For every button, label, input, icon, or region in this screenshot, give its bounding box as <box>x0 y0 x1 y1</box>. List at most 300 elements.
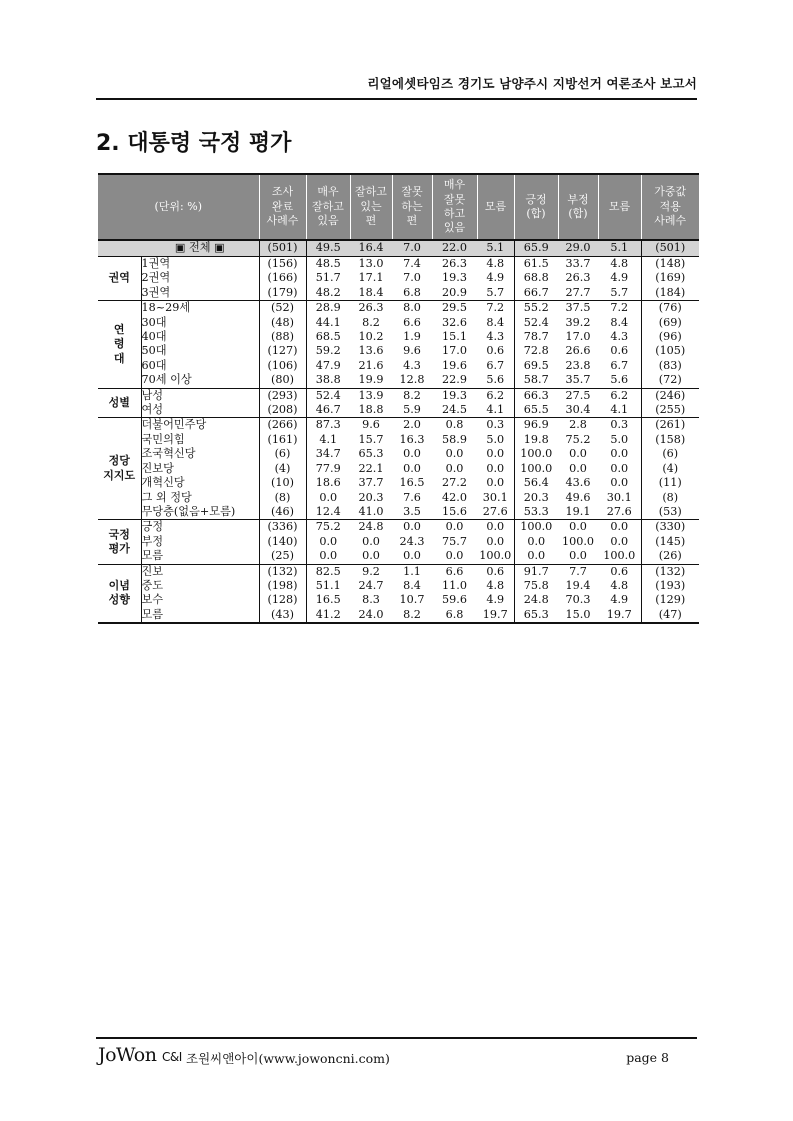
row-label: 50대 <box>141 344 259 358</box>
group-label-line: 대 <box>113 351 125 365</box>
data-cell: (10) <box>259 476 306 490</box>
data-cell: 34.7 <box>315 447 341 461</box>
data-cell: 33.7 <box>565 257 591 270</box>
data-cell: 19.3 <box>442 271 467 285</box>
data-cell: 24.7 <box>358 578 384 592</box>
data-cell: 2.8 <box>558 418 598 433</box>
data-cell: 46.7 <box>315 403 341 417</box>
data-cell: 4.8 <box>477 257 514 272</box>
data-cell: 10.7 <box>399 593 425 607</box>
data-cell: (11) <box>658 476 682 490</box>
data-cell: 0.0 <box>362 534 380 548</box>
row-label: 개혁신당 <box>141 476 259 490</box>
data-cell: 75.2 <box>565 432 591 446</box>
data-cell: (179) <box>259 286 306 301</box>
data-cell: 0.0 <box>477 535 514 549</box>
data-cell: 20.3 <box>358 490 384 504</box>
data-cell: 75.2 <box>306 520 350 535</box>
data-cell: 48.2 <box>315 285 341 299</box>
table-row <box>98 257 699 272</box>
data-cell: 4.1 <box>598 403 641 418</box>
total-cell: 5.1 <box>477 240 514 257</box>
table-row <box>98 403 699 418</box>
data-cell: 4.8 <box>598 579 641 593</box>
data-cell: (88) <box>259 330 306 344</box>
data-cell: 8.2 <box>392 608 432 623</box>
data-cell: 96.9 <box>514 418 558 433</box>
column-header <box>514 174 558 240</box>
data-cell: 68.5 <box>315 330 341 344</box>
table-row <box>98 505 699 520</box>
data-cell: 19.1 <box>565 504 591 518</box>
row-label: 남성 <box>141 388 259 403</box>
data-cell: 91.7 <box>514 564 558 579</box>
column-header-line: 완료 <box>271 199 294 213</box>
data-cell: 9.6 <box>350 418 392 433</box>
data-cell: 8.4 <box>477 316 514 330</box>
data-cell: 15.6 <box>442 504 467 518</box>
data-cell: (166) <box>259 271 306 285</box>
column-header-line: 있음 <box>317 214 339 228</box>
data-cell: 12.4 <box>315 504 341 518</box>
group-label <box>98 520 141 564</box>
data-cell: (4) <box>259 462 306 476</box>
table-row <box>98 388 699 403</box>
data-cell: 13.0 <box>358 257 384 270</box>
data-cell: 22.9 <box>442 373 467 387</box>
data-cell: 100.0 <box>520 447 553 461</box>
data-cell: 13.6 <box>358 344 384 358</box>
data-cell: 30.1 <box>477 491 514 505</box>
table-row <box>98 286 699 301</box>
column-header-line: (합) <box>568 207 588 220</box>
column-header-line: 있는 <box>360 199 382 213</box>
data-cell: (132) <box>259 564 306 579</box>
total-cell: 22.0 <box>432 240 477 257</box>
unit-label: (단위: %) <box>98 174 259 240</box>
data-cell: 6.2 <box>598 388 641 403</box>
row-label: 부정 <box>141 535 259 549</box>
data-cell: 38.8 <box>315 373 341 387</box>
total-cell: 5.1 <box>598 240 641 257</box>
data-cell: 37.7 <box>358 476 384 490</box>
total-row-label: ▣ 전체 ▣ <box>141 240 259 257</box>
report-header-title: 리얼에셋타임즈 경기도 남양주시 지방선거 여론조사 보고서 <box>367 76 697 91</box>
total-row-spacer <box>98 240 141 257</box>
data-cell: (96) <box>658 330 682 344</box>
data-cell: 11.0 <box>442 578 467 592</box>
table-row <box>98 359 699 373</box>
data-cell: 0.0 <box>362 549 380 563</box>
row-label: 더불어민주당 <box>141 418 259 433</box>
data-cell: 24.0 <box>350 608 392 623</box>
data-cell: 17.0 <box>565 330 591 344</box>
column-header <box>477 174 514 240</box>
group-label-line: 연 <box>113 322 125 336</box>
group-label <box>98 564 141 623</box>
data-cell: 0.0 <box>598 535 641 549</box>
data-cell: 19.8 <box>523 432 549 446</box>
data-cell: 65.3 <box>514 608 558 623</box>
data-cell: 0.0 <box>598 476 641 490</box>
data-cell: 0.0 <box>432 520 477 535</box>
data-cell: 27.2 <box>442 476 467 490</box>
data-cell: 29.5 <box>432 301 477 316</box>
data-cell: (83) <box>658 358 682 372</box>
data-cell: (6) <box>259 447 306 461</box>
column-header-line: 모름 <box>608 199 631 213</box>
data-cell: 39.2 <box>565 315 591 329</box>
row-label: 긍정 <box>141 520 259 535</box>
data-cell: (336) <box>259 520 306 535</box>
row-label: 국민의힘 <box>141 433 259 447</box>
total-cell: 7.0 <box>392 240 432 257</box>
data-cell: 5.6 <box>598 373 641 388</box>
data-cell: 6.8 <box>432 608 477 623</box>
data-cell: 19.6 <box>442 358 467 372</box>
data-cell: 0.3 <box>477 418 514 433</box>
data-cell: 30.4 <box>565 403 591 417</box>
data-cell: 0.8 <box>432 418 477 433</box>
data-cell: 4.8 <box>477 579 514 593</box>
data-cell: 65.3 <box>358 447 384 461</box>
column-header-line: 사례수 <box>654 214 687 228</box>
poll-result-table <box>98 173 699 624</box>
total-cell: 29.0 <box>558 240 598 257</box>
data-cell: 16.5 <box>399 476 425 490</box>
data-cell: 19.4 <box>565 578 591 592</box>
data-cell: 61.5 <box>523 257 549 270</box>
data-cell: 26.3 <box>565 271 591 285</box>
row-label: 2권역 <box>141 271 259 285</box>
total-cell: 16.4 <box>350 240 392 257</box>
column-header <box>558 174 598 240</box>
data-cell: 100.0 <box>520 461 553 475</box>
data-cell: 4.9 <box>598 593 641 607</box>
column-header <box>598 174 641 240</box>
data-cell: 100.0 <box>514 520 558 535</box>
row-label: 모름 <box>141 608 259 623</box>
data-cell: 35.7 <box>565 373 591 387</box>
data-cell: 48.5 <box>315 257 341 270</box>
data-cell: 19.3 <box>432 388 477 403</box>
data-cell: (48) <box>259 316 306 330</box>
data-cell: 5.0 <box>477 433 514 447</box>
group-label-line: 령 <box>113 337 125 351</box>
data-cell: 24.5 <box>442 403 467 417</box>
table-row <box>98 476 699 490</box>
data-cell: (6) <box>662 447 679 461</box>
group-label <box>98 257 141 301</box>
data-cell: 0.0 <box>319 490 338 504</box>
data-cell: 59.6 <box>442 593 467 607</box>
data-cell: (184) <box>655 285 686 299</box>
data-cell: 65.5 <box>523 403 549 417</box>
data-cell: 26.3 <box>350 301 392 316</box>
group-label <box>98 388 141 418</box>
data-cell: 6.2 <box>477 388 514 403</box>
column-header-line: 부정 <box>567 192 589 206</box>
data-cell: (161) <box>259 433 306 447</box>
data-cell: 0.0 <box>445 461 464 475</box>
data-cell: 9.6 <box>403 344 421 358</box>
table-header-row <box>98 174 699 240</box>
total-cell: 49.5 <box>306 240 350 257</box>
data-cell: 66.7 <box>523 285 549 299</box>
column-header <box>432 174 477 240</box>
data-cell: 59.2 <box>315 344 341 358</box>
data-cell: 19.7 <box>477 608 514 623</box>
data-cell: 6.6 <box>403 315 421 329</box>
data-cell: 5.7 <box>477 286 514 301</box>
data-cell: 8.2 <box>392 388 432 403</box>
data-cell: 9.2 <box>350 564 392 579</box>
row-label: 30대 <box>141 316 259 330</box>
data-cell: 77.9 <box>315 461 341 475</box>
data-cell: 55.2 <box>514 301 558 316</box>
data-cell: 0.6 <box>477 344 514 358</box>
data-cell: 19.7 <box>598 608 641 623</box>
column-header-line: 조사 <box>271 185 294 199</box>
data-cell: 4.3 <box>403 358 421 372</box>
data-cell: 4.3 <box>598 330 641 344</box>
data-cell: 0.0 <box>403 461 421 475</box>
data-cell: 17.0 <box>442 344 467 358</box>
data-cell: (69) <box>658 315 682 329</box>
table-row <box>98 344 699 358</box>
data-cell: 24.8 <box>523 593 549 607</box>
data-cell: 21.6 <box>358 358 384 372</box>
data-cell: 8.4 <box>403 578 421 592</box>
data-cell: 100.0 <box>598 549 641 564</box>
data-cell: 0.0 <box>445 447 464 461</box>
data-cell: 20.9 <box>442 285 467 299</box>
group-label <box>98 301 141 388</box>
data-cell: 8.3 <box>362 593 380 607</box>
data-cell: 51.1 <box>315 578 341 592</box>
column-header <box>306 174 350 240</box>
data-cell: 5.7 <box>598 286 641 301</box>
table-row <box>98 593 699 607</box>
company-name: 조원씨앤아이(www.jowoncni.com) <box>186 1051 390 1066</box>
table-row <box>98 447 699 461</box>
data-cell: 100.0 <box>477 549 514 564</box>
data-cell: 42.0 <box>442 490 467 504</box>
section-title: 2. 대통령 국정 평가 <box>96 131 292 156</box>
data-cell: 82.5 <box>306 564 350 579</box>
data-cell: 7.2 <box>598 301 641 316</box>
data-cell: 0.6 <box>598 344 641 358</box>
row-label: 70세 이상 <box>141 373 259 388</box>
footer-divider <box>96 1037 697 1039</box>
data-cell: (193) <box>655 578 686 592</box>
data-cell: 0.0 <box>319 534 338 548</box>
data-cell: 47.9 <box>315 358 341 372</box>
column-header-line: 매우 <box>317 185 339 199</box>
data-cell: (4) <box>662 461 679 475</box>
data-cell: 32.6 <box>442 315 467 329</box>
data-cell: (140) <box>259 535 306 549</box>
data-cell: (293) <box>259 388 306 403</box>
data-cell: (129) <box>655 593 686 607</box>
data-cell: 8.2 <box>362 315 380 329</box>
data-cell: 0.0 <box>403 549 421 563</box>
row-label: 조국혁신당 <box>141 447 259 461</box>
data-cell: 18.6 <box>315 476 341 490</box>
data-cell: 0.0 <box>598 520 641 535</box>
column-header <box>350 174 392 240</box>
data-cell: 4.1 <box>477 403 514 418</box>
data-cell: 4.8 <box>598 257 641 272</box>
data-cell: 4.9 <box>477 593 514 607</box>
total-cell: (501) <box>641 240 699 257</box>
data-cell: 27.6 <box>477 505 514 520</box>
data-cell: 0.0 <box>598 447 641 461</box>
data-cell: 0.0 <box>477 476 514 490</box>
data-cell: 0.0 <box>569 461 587 475</box>
data-cell: 68.8 <box>523 271 549 285</box>
data-cell: 16.5 <box>315 593 341 607</box>
group-label <box>98 418 141 520</box>
data-cell: 4.1 <box>319 432 338 446</box>
row-label: 그 외 정당 <box>141 491 259 505</box>
data-cell: 28.9 <box>306 301 350 316</box>
data-cell: 26.3 <box>442 257 467 270</box>
company-logo <box>98 1044 182 1066</box>
data-cell: 20.3 <box>523 490 549 504</box>
group-label-line: 성별 <box>108 395 130 409</box>
data-cell: 37.5 <box>558 301 598 316</box>
column-header-line: (합) <box>526 207 546 220</box>
table-row <box>98 491 699 505</box>
row-label: 40대 <box>141 330 259 344</box>
data-cell: 15.1 <box>442 330 467 344</box>
data-cell: (25) <box>259 549 306 564</box>
data-cell: (80) <box>259 373 306 388</box>
data-cell: (255) <box>655 403 686 417</box>
table-row <box>98 564 699 579</box>
group-label-line: 권역 <box>108 271 130 285</box>
table-row <box>98 316 699 330</box>
row-label: 여성 <box>141 403 259 418</box>
data-cell: 18.8 <box>358 403 384 417</box>
data-cell: 6.8 <box>403 285 421 299</box>
data-cell: 0.0 <box>558 520 598 535</box>
data-cell: (261) <box>641 418 699 433</box>
total-cell: (501) <box>259 240 306 257</box>
table-row <box>98 433 699 447</box>
data-cell: 75.7 <box>442 534 467 548</box>
data-cell: 1.1 <box>392 564 432 579</box>
data-cell: 43.6 <box>565 476 591 490</box>
table-row <box>98 301 699 316</box>
data-cell: 41.0 <box>358 504 384 518</box>
data-cell: 6.6 <box>432 564 477 579</box>
data-cell: 0.0 <box>477 462 514 476</box>
data-cell: (46) <box>259 505 306 520</box>
data-cell: (26) <box>658 549 682 563</box>
data-cell: (8) <box>662 490 679 504</box>
data-cell: 0.0 <box>319 549 338 563</box>
data-cell: (246) <box>641 388 699 403</box>
row-label: 60대 <box>141 359 259 373</box>
header-divider <box>96 98 697 100</box>
data-cell: 8.4 <box>598 316 641 330</box>
data-cell: (105) <box>655 344 686 358</box>
data-cell: 2.0 <box>392 418 432 433</box>
data-cell: (76) <box>641 301 699 316</box>
column-header-line: 매우 <box>443 178 466 192</box>
data-cell: 0.0 <box>403 447 421 461</box>
data-cell: 17.1 <box>358 271 384 285</box>
data-cell: 16.3 <box>399 432 425 446</box>
row-label: 진보당 <box>141 462 259 476</box>
data-cell: (156) <box>259 257 306 272</box>
data-cell: 0.0 <box>598 462 641 476</box>
data-cell: 0.0 <box>392 520 432 535</box>
table-row <box>98 330 699 344</box>
page-number: page 8 <box>626 1050 669 1065</box>
group-label-line: 정당 <box>108 454 130 468</box>
data-cell: 27.6 <box>598 505 641 520</box>
data-cell: 15.7 <box>358 432 384 446</box>
total-row <box>98 240 699 257</box>
data-cell: 4.9 <box>477 271 514 285</box>
group-label-line: 평가 <box>108 541 130 555</box>
data-cell: 18.4 <box>358 285 384 299</box>
data-cell: (132) <box>641 564 699 579</box>
column-header-line: 가중값 <box>654 185 687 199</box>
data-cell: (169) <box>655 271 686 285</box>
data-cell: 24.8 <box>350 520 392 535</box>
data-cell: (47) <box>641 608 699 623</box>
column-header-line: 모름 <box>484 199 507 213</box>
data-cell: 30.1 <box>598 491 641 505</box>
row-label: 중도 <box>141 579 259 593</box>
data-cell: 3.5 <box>403 504 421 518</box>
data-cell: 7.2 <box>477 301 514 316</box>
column-header-line: 편 <box>406 214 418 228</box>
data-cell: 0.0 <box>527 549 546 563</box>
data-cell: (43) <box>259 608 306 623</box>
row-label: 18~29세 <box>141 301 259 316</box>
data-cell: 7.4 <box>403 257 421 270</box>
column-header <box>392 174 432 240</box>
data-cell: 5.9 <box>403 403 421 417</box>
data-cell: 0.0 <box>569 447 587 461</box>
row-label: 진보 <box>141 564 259 579</box>
column-header-line: 잘못 <box>401 185 423 199</box>
data-cell: 26.6 <box>565 344 591 358</box>
data-cell: 0.0 <box>445 549 464 563</box>
column-header-line: 사례수 <box>266 214 299 228</box>
data-cell: 0.0 <box>569 549 587 563</box>
column-header-line: 편 <box>365 214 377 228</box>
data-cell: 4.9 <box>598 271 641 285</box>
column-header-line: 긍정 <box>525 192 547 206</box>
column-header <box>641 174 699 240</box>
data-cell: 24.3 <box>399 534 425 548</box>
data-cell: 27.7 <box>565 285 591 299</box>
data-cell: 53.3 <box>523 504 549 518</box>
data-cell: 0.0 <box>527 534 546 548</box>
data-cell: 6.7 <box>477 359 514 373</box>
data-cell: 70.3 <box>565 593 591 607</box>
table-row <box>98 462 699 476</box>
row-label: 모름 <box>141 549 259 564</box>
data-cell: (52) <box>259 301 306 316</box>
data-cell: 75.8 <box>523 578 549 592</box>
